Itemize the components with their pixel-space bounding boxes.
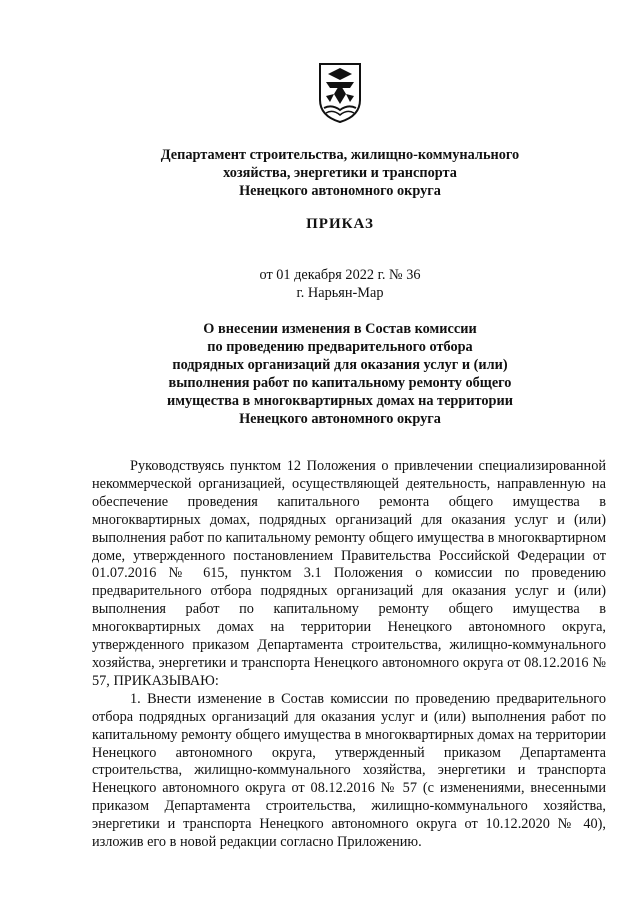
subject-line: имущества в многоквартирных домах на территории [167,393,513,409]
subject-line: выполнения работ по капитальному ремонту общего [168,375,512,391]
order-date-number: от 01 декабря 2022 г. № 36 [259,267,421,283]
subject-line: Ненецкого автономного округа [239,411,441,427]
coat-of-arms-icon [316,60,364,124]
department-line: хозяйства, энергетики и транспорта [223,165,457,181]
city: г. Нарьян-Мар [296,285,384,301]
document-type: ПРИКАЗ [306,216,374,232]
item-1-paragraph: 1. Внести изменение в Состав комиссии по проведению предварительного отбора подрядных организаций для оказания услуг и (или) выполнения работ по капитальному ремонту общего имущества в многоквартирных домах на территории Ненецкого автономного округа, утвержденный приказом Департамента строительства, жилищно-коммунального хозяйства, энергетики и транспорта Ненецкого автономного округа от 08.12.2016 № 57 (с изменениями, внесенными приказом Департамента строительства, жилищно-коммунального хозяйства, энергетики и транспорта Ненецкого автономного округа от 10.12.2020 № 40), изложив его в новой редакции согласно Приложению. [92,690,606,851]
date-block [90,266,590,302]
preamble-paragraph: Руководствуясь пунктом 12 Положения о привлечении специализированной некоммерческой организацией, осуществляющей деятельность, направленную на обеспечение проведения капитального ремонта общего имущества в многоквартирных домах, подрядных организаций для оказания услуг и (или) выполнения работ по капитальному ремонту общего имущества в многоквартирном доме, утвержденного постановлением Правительства Российской Федерации от 01.07.2016 № 615, пунктом 3.1 Положения о комиссии по проведению предварительного отбора подрядных организаций для оказания услуг и (или) выполнения работ по капитальному ремонту общего имущества в многоквартирных домах на территории Ненецкого автономного округа, утвержденного приказом Департамента строительства, жилищно-коммунального хозяйства, энергетики и транспорта Ненецкого автономного округа от 08.12.2016 № 57, ПРИКАЗЫВАЮ: [92,458,606,689]
order-body [92,458,606,852]
department-line: Департамент строительства, жилищно-коммунального [160,147,520,163]
subject-line: О внесении изменения в Состав комиссии [203,321,477,337]
department-name [90,146,590,200]
order-subject [90,320,590,428]
subject-line: по проведению предварительного отбора [207,339,473,355]
subject-line: подрядных организаций для оказания услуг и (или) [172,357,508,373]
department-line: Ненецкого автономного округа [239,183,441,199]
